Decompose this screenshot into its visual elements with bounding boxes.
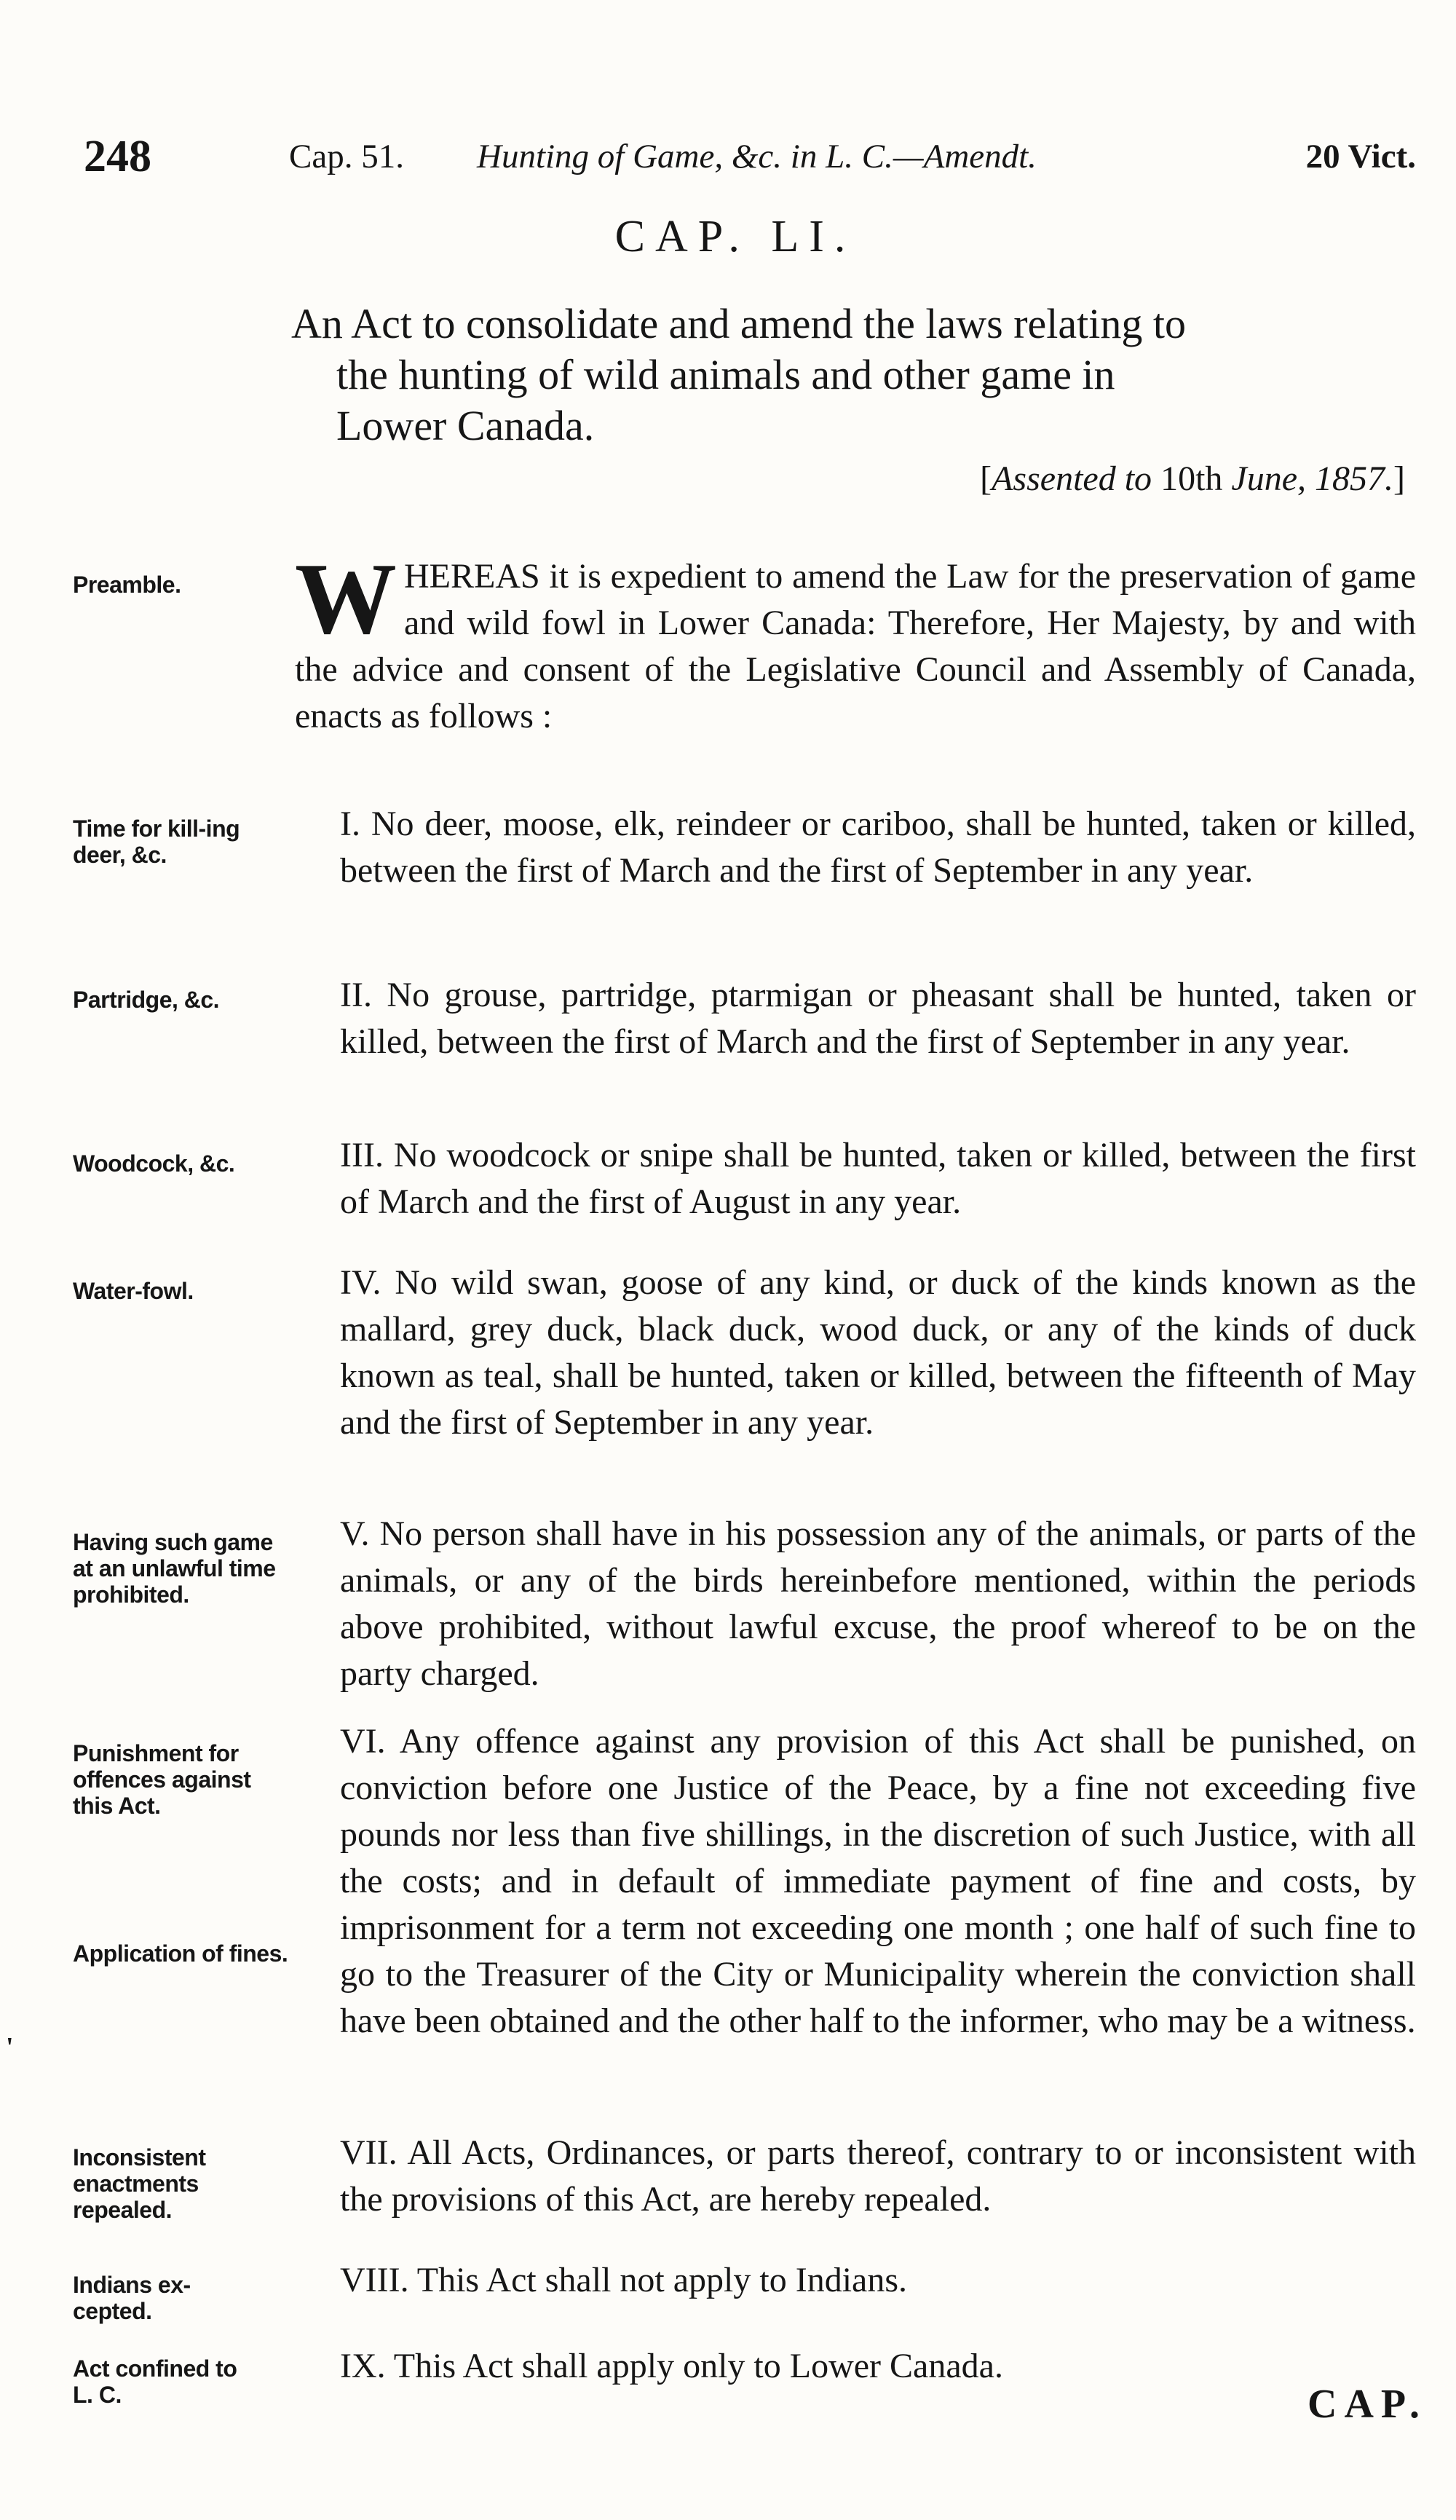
running-title: Hunting of Game, &c. in L. C.—Amendt. <box>477 138 1037 175</box>
section-5 <box>295 1511 1416 1697</box>
section-8-text: VIII. This Act shall not apply to Indians. <box>340 2261 908 2299</box>
section-6 <box>295 1718 1416 2045</box>
drop-cap: W <box>295 542 397 655</box>
page-number: 248 <box>84 132 151 181</box>
section-1-text: I. No deer, moose, elk, reindeer or cariboo, shall be hunted, taken or killed, between the first of March and the first of September in any year. <box>340 805 1416 890</box>
margin-note-preamble: Preamble. <box>73 572 181 598</box>
section-2 <box>295 972 1416 1065</box>
section-6-text: VI. Any offence against any provision of this Act shall be punished, on conviction before one Justice of the Peace, by a fine not exceeding five pounds nor less than five shillings, in the discretion of such Justice, with all the costs; and in default of immediate payment of fine and costs, by imprisonment for a term not exceeding one month ; one half of such fine to go to the Treasurer of the City or Municipality wherein the conviction shall have been obtained and the other half to the informer, who may be a witness. <box>340 1722 1416 2040</box>
margin-note-section-6-fines: Application of fines. <box>73 1940 288 1967</box>
section-5-text: V. No person shall have in his possession any of the animals, or parts of the animals, or any of the birds hereinbefore mentioned, within the periods above prohibited, without lawful excuse, the proof whereof to be on the party charged. <box>340 1514 1416 1693</box>
act-title-line: the hunting of wild animals and other game in <box>336 351 1115 398</box>
section-3 <box>295 1132 1416 1225</box>
section-9 <box>295 2343 1416 2390</box>
assent-label: Assented to <box>992 459 1152 498</box>
margin-note-section-8: Indians ex-cepted. <box>73 2272 191 2324</box>
margin-note-section-3: Woodcock, &c. <box>73 1150 235 1177</box>
section-1 <box>295 801 1416 894</box>
margin-note-section-5: Having such game at an unlawful time prohibited. <box>73 1529 276 1608</box>
margin-note-section-7: Inconsistent enactments repealed. <box>73 2144 206 2223</box>
stray-mark: ' <box>6 2032 14 2063</box>
section-7 <box>295 2130 1416 2223</box>
act-title-line: An Act to consolidate and amend the laws relating to <box>291 300 1186 347</box>
preamble-text: HEREAS it is expedient to amend the Law for the preservation of game and wild fowl in Lower Canada: Therefore, Her Majesty, by and with the advice and consent of the Legislative Council and Assembly of Canada, enacts as follows : <box>295 557 1416 735</box>
section-2-text: II. No grouse, partridge, ptarmigan or pheasant shall be hunted, taken or killed, between the first of March and the first of September in any year. <box>340 976 1416 1061</box>
section-4-text: IV. No wild swan, goose of any kind, or duck of the kinds known as the mallard, grey duck, black duck, wood duck, or any of the kinds of duck known as teal, shall be hunted, taken or killed, between the fifteenth of May and the first of September in any year. <box>340 1263 1416 1442</box>
regnal-year: 20 Vict. <box>1305 138 1416 175</box>
chapter-reference: Cap. 51. <box>289 138 404 175</box>
margin-note-section-6: Punishment for offences against this Act. <box>73 1740 251 1819</box>
section-3-text: III. No woodcock or snipe shall be hunted, taken or killed, between the first of March and the first of August in any year. <box>340 1136 1416 1221</box>
margin-note-section-4: Water-fowl. <box>73 1278 194 1304</box>
section-7-text: VII. All Acts, Ordinances, or parts thereof, contrary to or inconsistent with the provisions of this Act, are hereby repealed. <box>340 2133 1416 2219</box>
catchword: CAP. <box>1307 2382 1427 2427</box>
chapter-heading: CAP. LI. <box>614 212 856 261</box>
margin-note-section-1: Time for kill-ing deer, &c. <box>73 815 240 868</box>
act-title <box>291 299 1412 451</box>
margin-note-section-9: Act confined to L. C. <box>73 2355 237 2408</box>
running-header <box>69 127 1416 186</box>
section-9-text: IX. This Act shall apply only to Lower Canada. <box>340 2347 1003 2385</box>
assent-date: [Assented to 10th June, 1857.] <box>980 459 1405 498</box>
assent-month-year: June, 1857. <box>1231 459 1394 498</box>
preamble-paragraph <box>295 542 1416 740</box>
section-8 <box>295 2257 1416 2304</box>
section-4 <box>295 1260 1416 1446</box>
act-title-line: Lower Canada. <box>336 402 595 449</box>
margin-note-section-2: Partridge, &c. <box>73 987 220 1013</box>
assent-day: 10th <box>1160 459 1223 498</box>
